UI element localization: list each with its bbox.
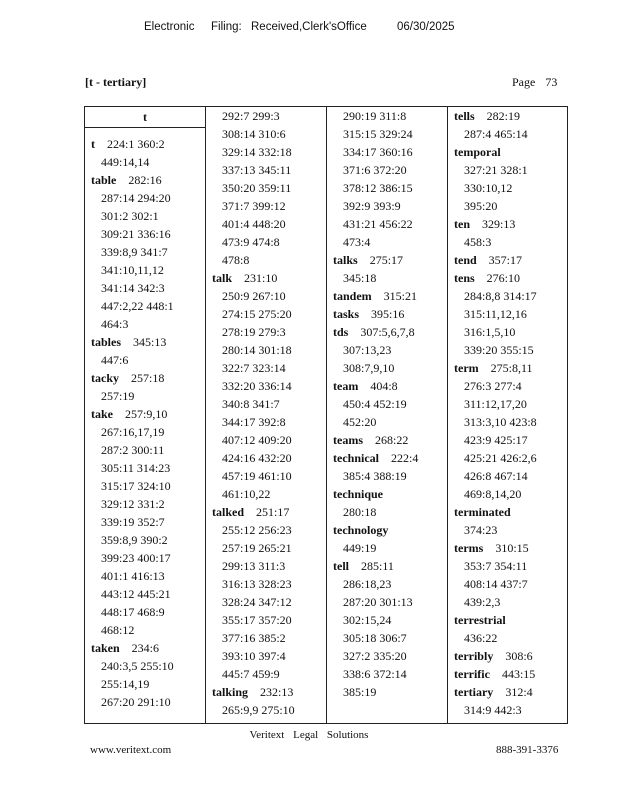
index-term [91, 333, 205, 351]
index-location-line: 355:17 357:20 [222, 613, 292, 627]
index-first-location: 310:15 [495, 541, 529, 555]
footer-phone: 888-391-3376 [496, 744, 559, 756]
index-range: [t - tertiary] [85, 75, 147, 89]
index-entry [91, 405, 205, 639]
index-entry [212, 269, 326, 503]
index-term [333, 305, 447, 323]
index-location-line: 267:20 291:10 [101, 695, 171, 709]
index-first-location: 257:9,10 [125, 407, 168, 421]
index-first-location: 345:13 [133, 335, 167, 349]
index-location-line: 257:19 [101, 389, 135, 403]
index-location-line: 344:17 392:8 [222, 415, 286, 429]
index-location-line: 401:4 448:20 [222, 217, 286, 231]
index-location-line: 328:24 347:12 [222, 595, 292, 609]
index-location-line: 274:15 275:20 [222, 307, 292, 321]
index-location-line: 287:14 294:20 [101, 191, 171, 205]
index-term-word: teams [333, 433, 363, 447]
index-location-line: 276:3 277:4 [464, 379, 522, 393]
index-term [333, 431, 447, 449]
index-location-line: 290:19 311:8 [343, 109, 407, 123]
index-location-line: 448:17 468:9 [101, 605, 165, 619]
index-term-word: talk [212, 271, 233, 285]
index-term [333, 485, 447, 503]
page-label: Page [512, 75, 536, 89]
index-location-line: 341:10,11,12 [101, 263, 164, 277]
index-term-word: talking [212, 685, 249, 699]
index-location-line: 315:17 324:10 [101, 479, 171, 493]
index-entry [333, 431, 447, 449]
index-first-location: 222:4 [391, 451, 419, 465]
index-location-line: 385:19 [343, 685, 377, 699]
index-location-line: 309:21 336:16 [101, 227, 171, 241]
index-location-line: 278:19 279:3 [222, 325, 286, 339]
page-number-value: 73 [545, 75, 558, 89]
index-location-line: 449:14,14 [101, 155, 150, 169]
index-location-line: 447:2,22 448:1 [101, 299, 174, 313]
index-term-word: taken [91, 641, 120, 655]
index-location-line: 327:2 335:20 [343, 649, 407, 663]
index-location-line: 250:9 267:10 [222, 289, 286, 303]
banner-received: Received,Clerk'sOffice [251, 21, 367, 33]
index-term-word: table [91, 173, 117, 187]
index-location-line: 447:6 [101, 353, 129, 367]
index-first-location: 395:16 [371, 307, 405, 321]
index-entry [91, 135, 205, 171]
index-term [212, 683, 326, 701]
index-entry [333, 485, 447, 521]
footer-company: Veritext Legal Solutions [249, 729, 369, 741]
index-entry [454, 647, 567, 665]
index-location-line: 299:13 311:3 [222, 559, 286, 573]
index-column-3 [327, 107, 448, 723]
index-entry [454, 215, 567, 251]
index-entry [333, 305, 447, 323]
index-entry [454, 665, 567, 683]
index-term-word: take [91, 407, 113, 421]
index-term-word: tandem [333, 289, 372, 303]
index-location-line: 473:9 474:8 [222, 235, 280, 249]
index-entry [333, 521, 447, 557]
index-term [454, 503, 567, 521]
index-term-word: t [91, 137, 95, 151]
index-column-2 [206, 107, 327, 723]
index-entry [454, 611, 567, 647]
index-location-line: 439:2,3 [464, 595, 501, 609]
index-location-line: 315:15 329:24 [343, 127, 413, 141]
index-location-line: 286:18,23 [343, 577, 392, 591]
index-location-line: 280:18 [343, 505, 377, 519]
index-first-location: 404:8 [370, 379, 398, 393]
word-index-table [84, 106, 568, 724]
index-term-word: talks [333, 253, 358, 267]
index-first-location: 257:18 [131, 371, 165, 385]
index-first-location: 357:17 [488, 253, 523, 267]
index-location-line: 469:8,14,20 [464, 487, 522, 501]
index-term-word: terminated [454, 505, 511, 519]
index-first-location: 276:10 [486, 271, 521, 285]
index-entry [454, 251, 567, 269]
index-term-word: tasks [333, 307, 360, 321]
index-term-word: tell [333, 559, 349, 573]
index-location-line: 464:3 [101, 317, 129, 331]
index-term-word: terms [454, 541, 484, 555]
index-entry [212, 683, 326, 719]
index-term-word: tertiary [454, 685, 494, 699]
index-entry [91, 369, 205, 405]
index-term [91, 639, 205, 657]
index-location-line: 257:19 265:21 [222, 541, 292, 555]
index-location-line: 255:12 256:23 [222, 523, 292, 537]
index-term-word: temporal [454, 145, 501, 159]
index-location-line: 377:16 385:2 [222, 631, 286, 645]
index-location-line: 330:10,12 [464, 181, 513, 195]
index-location-line: 301:2 302:1 [101, 209, 159, 223]
index-first-location: 308:6 [505, 649, 533, 663]
index-entry [91, 171, 205, 333]
index-first-location: 251:17 [256, 505, 290, 519]
index-first-location: 232:13 [260, 685, 294, 699]
index-location-line: 395:20 [464, 199, 498, 213]
index-term-word: tells [454, 109, 475, 123]
index-location-line: 450:4 452:19 [343, 397, 407, 411]
index-location-line: 292:7 299:3 [222, 109, 280, 123]
index-location-line: 287:20 301:13 [343, 595, 413, 609]
index-location-line: 461:10,22 [222, 487, 271, 501]
index-term [212, 269, 326, 287]
index-first-location: 307:5,6,7,8 [360, 325, 415, 339]
index-location-line: 449:19 [343, 541, 377, 555]
index-entry [333, 107, 447, 251]
index-term [454, 251, 567, 269]
index-location-line: 473:4 [343, 235, 371, 249]
index-term [91, 369, 205, 387]
index-location-line: 305:18 306:7 [343, 631, 407, 645]
index-location-line: 374:23 [464, 523, 498, 537]
index-location-line: 371:6 372:20 [343, 163, 407, 177]
index-entry [333, 287, 447, 305]
index-location-line: 458:3 [464, 235, 492, 249]
index-entry [454, 539, 567, 611]
index-location-line: 329:12 331:2 [101, 497, 165, 511]
index-location-line: 431:21 456:22 [343, 217, 413, 231]
index-location-line: 322:7 323:14 [222, 361, 286, 375]
index-term-word: technique [333, 487, 384, 501]
index-location-line: 327:21 328:1 [464, 163, 528, 177]
index-location-line: 340:8 341:7 [222, 397, 280, 411]
banner-filing: Filing: [211, 21, 242, 33]
index-term [454, 539, 567, 557]
index-term [91, 171, 205, 189]
index-term [454, 359, 567, 377]
page-number [512, 75, 557, 90]
filing-banner [0, 21, 618, 37]
index-location-line: 313:3,10 423:8 [464, 415, 537, 429]
index-entry [454, 107, 567, 143]
index-location-line: 385:4 388:19 [343, 469, 407, 483]
index-location-line: 445:7 459:9 [222, 667, 280, 681]
index-location-line: 426:8 467:14 [464, 469, 528, 483]
index-location-line: 359:8,9 390:2 [101, 533, 168, 547]
index-location-line: 424:16 432:20 [222, 451, 292, 465]
index-term-word: technical [333, 451, 379, 465]
index-entry [454, 359, 567, 503]
index-first-location: 312:4 [505, 685, 533, 699]
index-first-location: 231:10 [244, 271, 278, 285]
index-first-location: 315:21 [383, 289, 418, 303]
index-location-line: 316:13 328:23 [222, 577, 292, 591]
index-entry [454, 143, 567, 215]
index-term [333, 557, 447, 575]
index-location-line: 305:11 314:23 [101, 461, 171, 475]
index-entry [212, 107, 326, 269]
index-location-line: 314:9 442:3 [464, 703, 522, 717]
index-first-location: 285:11 [361, 559, 394, 573]
index-column-4 [448, 107, 567, 723]
index-term [333, 251, 447, 269]
index-location-line: 334:17 360:16 [343, 145, 413, 159]
index-entry [333, 251, 447, 287]
index-term-word: technology [333, 523, 389, 537]
index-location-line: 423:9 425:17 [464, 433, 528, 447]
index-entry [454, 683, 567, 719]
footer-website: www.veritext.com [90, 744, 172, 756]
index-first-location: 275:17 [369, 253, 404, 267]
index-location-line: 287:2 300:11 [101, 443, 165, 457]
index-location-line: 287:4 465:14 [464, 127, 528, 141]
index-term-word: tds [333, 325, 349, 339]
index-location-line: 308:14 310:6 [222, 127, 286, 141]
index-location-line: 339:8,9 341:7 [101, 245, 168, 259]
index-location-line: 341:14 342:3 [101, 281, 165, 295]
index-location-line: 399:23 400:17 [101, 551, 171, 565]
index-location-line: 457:19 461:10 [222, 469, 292, 483]
index-location-line: 468:12 [101, 623, 135, 637]
index-letter-heading: t [85, 108, 205, 128]
index-location-line: 478:8 [222, 253, 250, 267]
index-entry [91, 333, 205, 369]
index-term [454, 647, 567, 665]
index-location-line: 302:15,24 [343, 613, 392, 627]
index-first-location: 268:22 [375, 433, 409, 447]
index-entry [333, 557, 447, 701]
index-term [212, 503, 326, 521]
index-location-line: 401:1 416:13 [101, 569, 165, 583]
index-term-word: tend [454, 253, 477, 267]
index-term-word: talked [212, 505, 245, 519]
banner-electronic: Electronic [144, 21, 195, 33]
index-term-word: term [454, 361, 479, 375]
index-first-location: 443:15 [501, 667, 536, 681]
index-location-line: 353:7 354:11 [464, 559, 528, 573]
index-entries [85, 128, 205, 711]
index-term [333, 449, 447, 467]
index-column-1 [85, 107, 206, 723]
index-location-line: 240:3,5 255:10 [101, 659, 174, 673]
index-entry [454, 503, 567, 539]
index-term-word: terrific [454, 667, 490, 681]
index-location-line: 443:12 445:21 [101, 587, 171, 601]
index-entry [333, 449, 447, 485]
index-entries [206, 107, 326, 719]
index-location-line: 345:18 [343, 271, 377, 285]
index-entry [333, 323, 447, 377]
index-entry [212, 503, 326, 683]
index-term [454, 107, 567, 125]
index-location-line: 265:9,9 275:10 [222, 703, 295, 717]
index-location-line: 280:14 301:18 [222, 343, 292, 357]
index-location-line: 350:20 359:11 [222, 181, 292, 195]
index-location-line: 337:13 345:11 [222, 163, 292, 177]
index-term [454, 143, 567, 161]
index-entry [91, 639, 205, 711]
index-term [454, 665, 567, 683]
index-first-location: 224:1 360:2 [107, 137, 165, 151]
index-location-line: 452:20 [343, 415, 377, 429]
index-location-line: 255:14,19 [101, 677, 150, 691]
index-location-line: 267:16,17,19 [101, 425, 165, 439]
index-term-word: tens [454, 271, 475, 285]
index-location-line: 393:10 397:4 [222, 649, 286, 663]
index-term-word: tables [91, 335, 121, 349]
index-location-line: 425:21 426:2,6 [464, 451, 537, 465]
index-location-line: 339:19 352:7 [101, 515, 165, 529]
index-term [333, 521, 447, 539]
index-location-line: 284:8,8 314:17 [464, 289, 537, 303]
index-location-line: 332:20 336:14 [222, 379, 292, 393]
index-term [333, 323, 447, 341]
index-location-line: 329:14 332:18 [222, 145, 292, 159]
index-term [333, 287, 447, 305]
index-term [91, 405, 205, 423]
index-location-line: 339:20 355:15 [464, 343, 534, 357]
index-term-word: ten [454, 217, 470, 231]
index-term [333, 377, 447, 395]
index-entry [333, 377, 447, 431]
index-location-line: 307:13,23 [343, 343, 392, 357]
index-term [454, 611, 567, 629]
index-first-location: 282:19 [486, 109, 521, 123]
index-entry [454, 269, 567, 359]
index-first-location: 282:16 [128, 173, 162, 187]
index-first-location: 329:13 [482, 217, 516, 231]
banner-date: 06/30/2025 [397, 21, 455, 33]
index-location-line: 436:22 [464, 631, 498, 645]
index-location-line: 338:6 372:14 [343, 667, 407, 681]
index-term [454, 269, 567, 287]
index-location-line: 316:1,5,10 [464, 325, 516, 339]
index-location-line: 308:7,9,10 [343, 361, 395, 375]
index-location-line: 371:7 399:12 [222, 199, 286, 213]
index-term-word: terrestrial [454, 613, 506, 627]
index-term-word: terribly [454, 649, 494, 663]
index-term-word: tacky [91, 371, 119, 385]
index-location-line: 311:12,17,20 [464, 397, 527, 411]
index-term [454, 215, 567, 233]
index-term [454, 683, 567, 701]
index-term [91, 135, 205, 153]
index-first-location: 234:6 [131, 641, 160, 655]
index-location-line: 392:9 393:9 [343, 199, 401, 213]
index-location-line: 315:11,12,16 [464, 307, 527, 321]
index-location-line: 407:12 409:20 [222, 433, 292, 447]
index-location-line: 378:12 386:15 [343, 181, 413, 195]
index-entries [448, 107, 567, 719]
index-first-location: 275:8,11 [490, 361, 533, 375]
index-location-line: 408:14 437:7 [464, 577, 528, 591]
index-term-word: team [333, 379, 359, 393]
index-entries [327, 107, 447, 701]
